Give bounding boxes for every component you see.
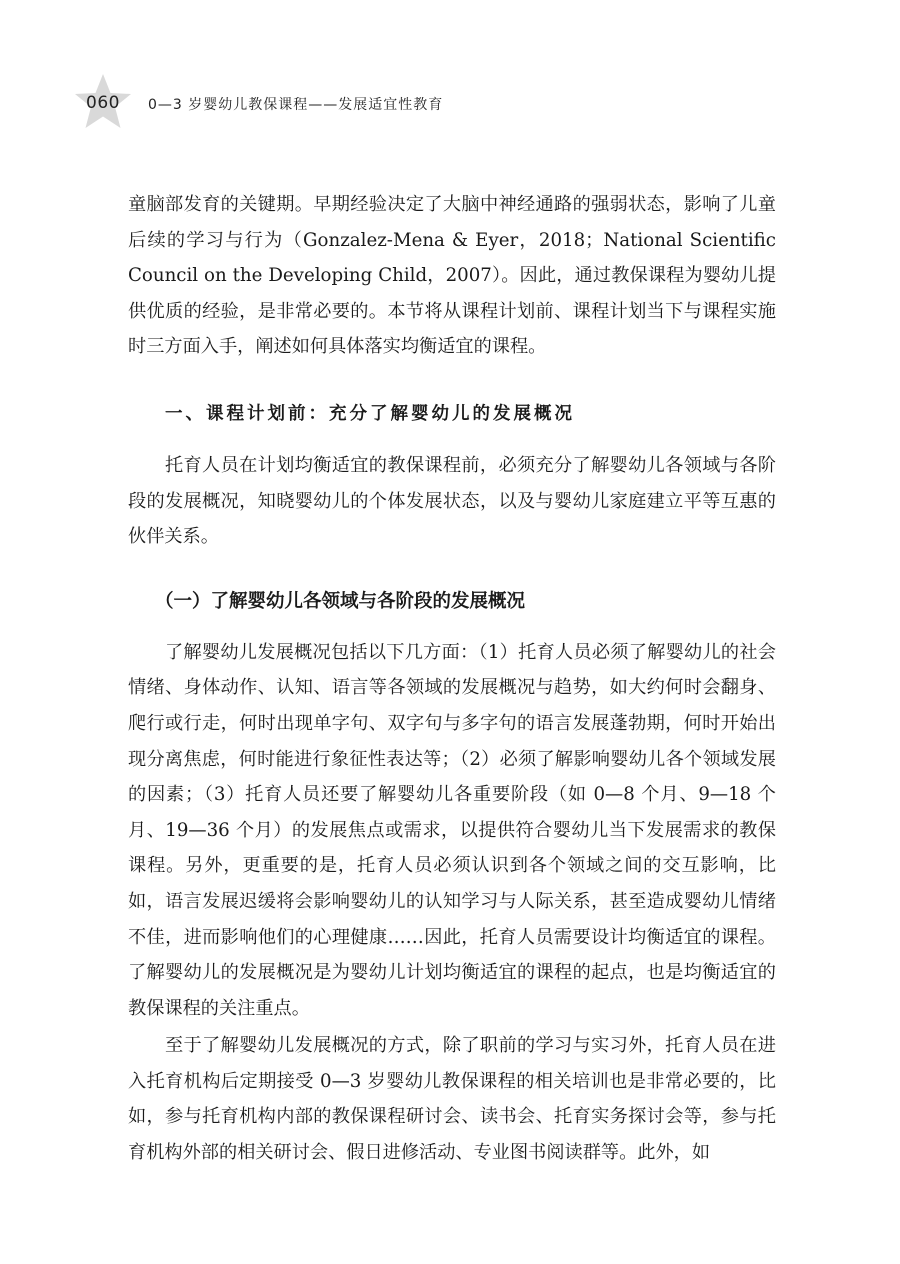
- page-header: [72, 72, 832, 132]
- section-paragraph: 托育人员在计划均衡适宜的教保课程前，必须充分了解婴幼儿各领域与各阶段的发展概况，知晓婴幼儿的个体发展状态，以及与婴幼儿家庭建立平等互惠的伙伴关系。: [128, 454, 776, 548]
- running-title: 0—3 岁婴幼儿教保课程——发展适宜性教育: [148, 97, 444, 113]
- page-body: [128, 187, 776, 1171]
- intro-paragraph: 童脑部发育的关键期。早期经验决定了大脑中神经通路的强弱状态，影响了儿童后续的学习与行为（Gonzalez-Mena & Eyer，2018；National Scientific Council on the Developing Child，2007）。因此，通过教保课程为婴幼儿提供优质的经验，是非常必要的。本节将从课程计划前、课程计划当下与课程实施时三方面入手，阐述如何具体落实均衡适宜的课程。: [128, 194, 776, 358]
- subsection-paragraph-1: 了解婴幼儿发展概况包括以下几方面：（1）托育人员必须了解婴幼儿的社会情绪、身体动作、认知、语言等各领域的发展概况与趋势，如大约何时会翻身、爬行或行走，何时出现单字句、双字句与多字句的语言发展蓬勃期，何时开始出现分离焦虑，何时能进行象征性表达等；（2）必须了解影响婴幼儿各个领域发展的因素；（3）托育人员还要了解婴幼儿各重要阶段（如 0—8 个月、9—18 个月、19—36 个月）的发展焦点或需求，以提供符合婴幼儿当下发展需求的教保课程。另外，更重要的是，托育人员必须认识到各个领域之间的交互影响，比如，语言发展迟缓将会影响婴幼儿的认知学习与人际关系，甚至造成婴幼儿情绪不佳，进而影响他们的心理健康……因此，托育人员需要设计均衡适宜的课程。了解婴幼儿的发展概况是为婴幼儿计划均衡适宜的课程的起点，也是均衡适宜的教保课程的关注重点。: [128, 641, 776, 1019]
- subsection-paragraph-2: 至于了解婴幼儿发展概况的方式，除了职前的学习与实习外，托育人员在进入托育机构后定期接受 0—3 岁婴幼儿教保课程的相关培训也是非常必要的，比如，参与托育机构内部的教保课程研讨会、读书会、托育实务探讨会等，参与托育机构外部的相关研讨会、假日进修活动、专业图书阅读群等。此外，如: [128, 1035, 776, 1164]
- section-heading: 一、课程计划前：充分了解婴幼儿的发展概况: [165, 403, 575, 424]
- page-number: 060: [86, 93, 120, 113]
- subsection-heading: （一）了解婴幼儿各领域与各阶段的发展概况: [155, 590, 526, 612]
